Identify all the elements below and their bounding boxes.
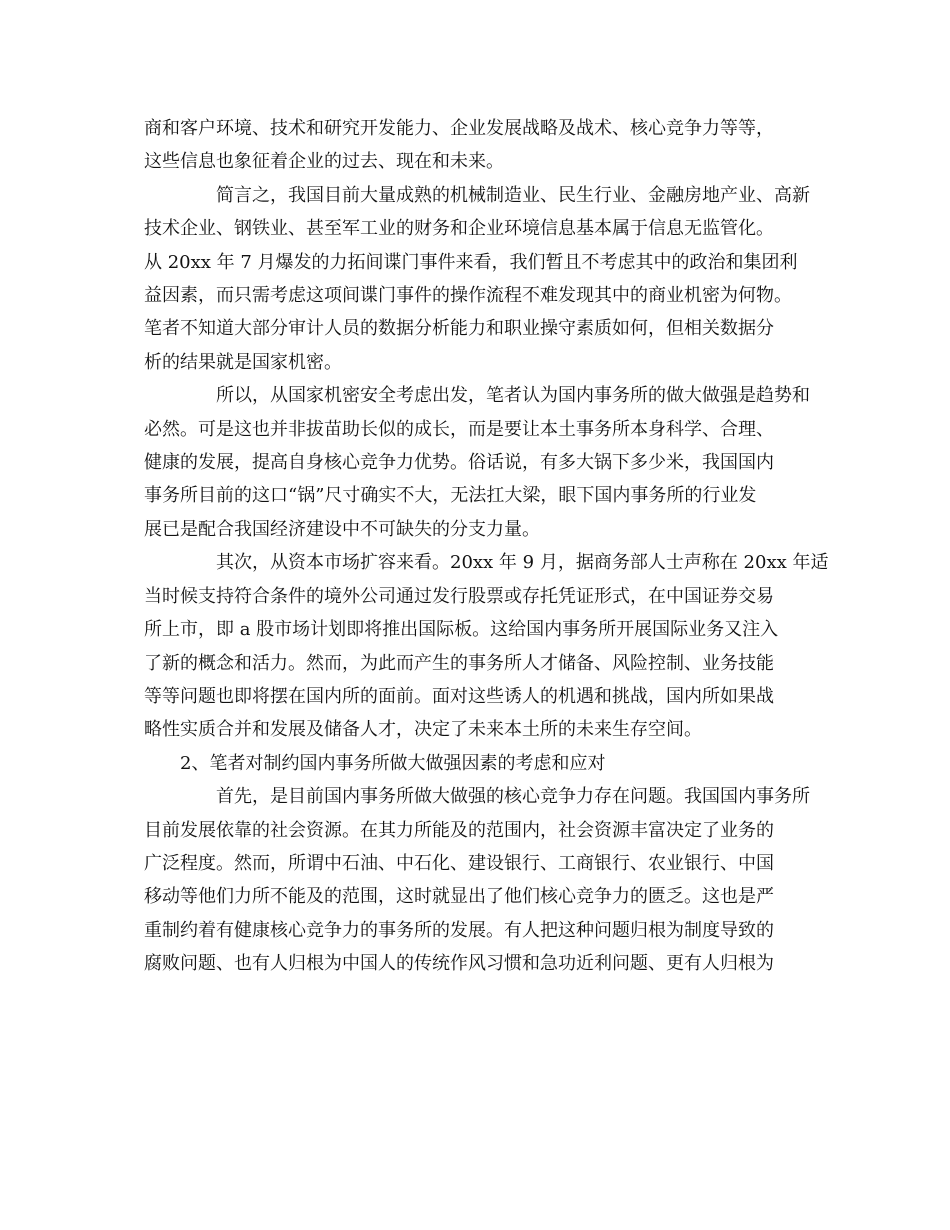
- text-line: 展已是配合我国经济建设中不可缺失的分支力量。: [144, 518, 540, 540]
- text-line: 商和客户环境、技术和研究开发能力、企业发展战略及战术、核心竞争力等等，: [144, 118, 774, 139]
- paragraph-5: [144, 780, 808, 980]
- text-line: 从 20xx 年 7 月爆发的力拓间谍门事件来看，我们暂且不考虑其中的政治和集团利: [144, 251, 798, 273]
- text-line: 了新的概念和活力。然而，为此而产生的事务所人才储备、风险控制、业务技能: [144, 652, 774, 674]
- text-line: 所上市，即 a 股市场计划即将推出国际板。这给国内事务所开展国际业务又注入: [144, 619, 779, 641]
- text-line: 益因素，而只需考虑这项间谍门事件的操作流程不难发现其中的商业机密为何物。: [144, 285, 792, 307]
- text-line: 2、笔者对制约国内事务所做大做强因素的考虑和应对: [180, 752, 606, 774]
- text-line: 目前发展依靠的社会资源。在其力所能及的范围内，社会资源丰富决定了业务的: [144, 819, 774, 841]
- paragraph-2: [144, 179, 808, 379]
- text-line: 重制约着有健康核心竞争力的事务所的发展。有人把这种问题归根为制度导致的: [144, 919, 774, 941]
- document-body: [144, 112, 829, 981]
- text-line: 事务所目前的这口“锅”尺寸确实不大，无法扛大梁，眼下国内事务所的行业发: [144, 485, 757, 507]
- paragraph-1: [144, 112, 808, 179]
- text-line: 健康的发展，提高自身核心竞争力优势。俗话说，有多大锅下多少米，我国国内: [144, 452, 774, 474]
- text-line: 等等问题也即将摆在国内所的面前。面对这些诱人的机遇和挑战，国内所如果战: [144, 685, 774, 707]
- text-line: 这些信息也象征着企业的过去、现在和未来。: [144, 151, 504, 173]
- text-line: 广泛程度。然而，所谓中石油、中石化、建设银行、工商银行、农业银行、中国: [144, 852, 774, 874]
- paragraph-4: [144, 546, 829, 746]
- text-line: 简言之，我国目前大量成熟的机械制造业、民生行业、金融房地产业、高新: [216, 184, 810, 206]
- text-line: 移动等他们力所不能及的范围，这时就显出了他们核心竞争力的匮乏。这也是严: [144, 886, 774, 908]
- text-line: 腐败问题、也有人归根为中国人的传统作风习惯和急功近利问题、更有人归根为: [144, 953, 774, 975]
- paragraph-3: [144, 379, 808, 546]
- text-line: 当时候支持符合条件的境外公司通过发行股票或存托凭证形式，在中国证券交易: [144, 585, 774, 607]
- text-line: 所以，从国家机密安全考虑出发，笔者认为国内事务所的做大做强是趋势和: [216, 385, 810, 407]
- text-line: 析的结果就是国家机密。: [144, 351, 342, 373]
- text-line: 笔者不知道大部分审计人员的数据分析能力和职业操守素质如何，但相关数据分: [144, 318, 774, 340]
- section-heading: [144, 747, 808, 780]
- text-line: 略性实质合并和发展及储备人才，决定了未来本土所的未来生存空间。: [144, 719, 702, 741]
- text-line: 其次，从资本市场扩容来看。20xx 年 9 月，据商务部人士声称在 20xx 年适: [216, 552, 829, 574]
- text-line: 技术企业、钢铁业、甚至军工业的财务和企业环境信息基本属于信息无监管化。: [144, 218, 774, 240]
- text-line: 首先，是目前国内事务所做大做强的核心竞争力存在问题。我国国内事务所: [216, 786, 810, 808]
- text-line: 必然。可是这也并非拔苗助长似的成长，而是要让本土事务所本身科学、合理、: [144, 418, 774, 440]
